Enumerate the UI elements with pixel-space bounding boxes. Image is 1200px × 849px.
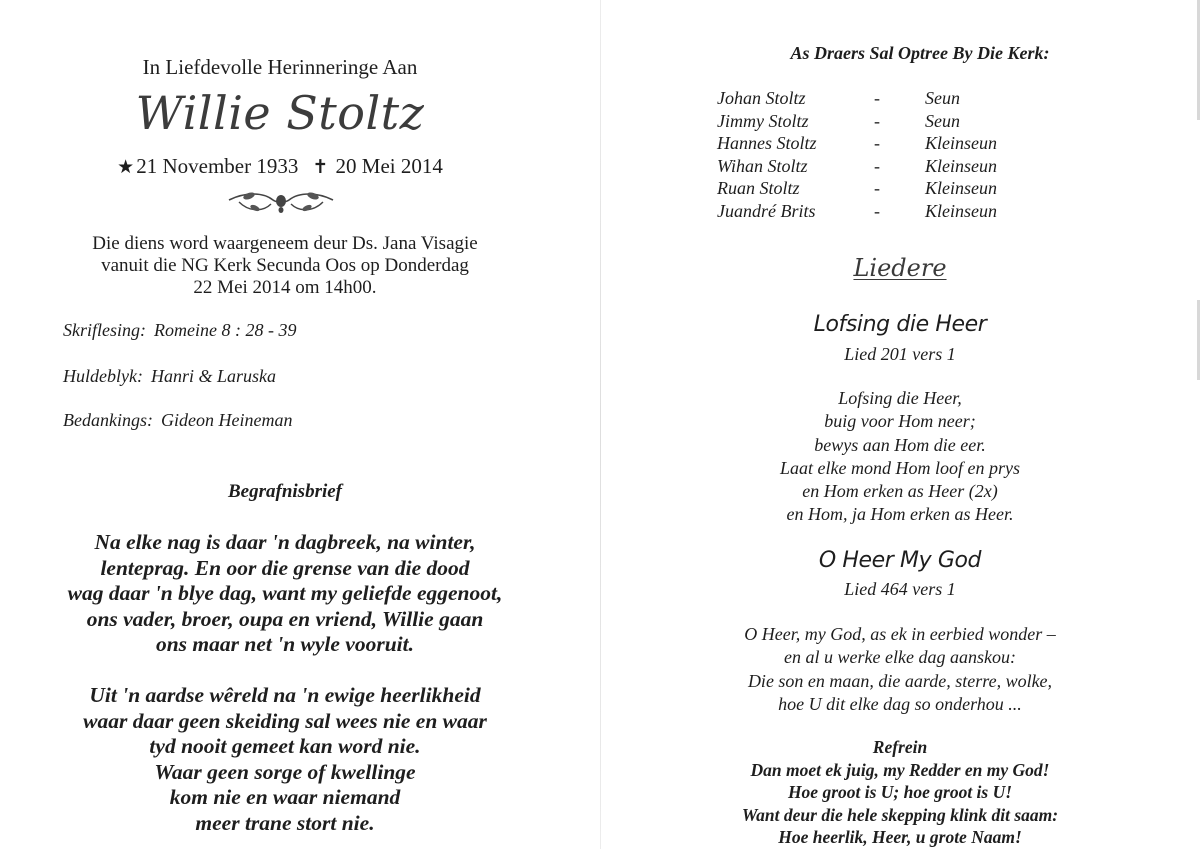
bearer-name: Jimmy Stoltz xyxy=(717,110,809,131)
program-label: Bedankings: xyxy=(63,410,153,430)
memorial-intro: In Liefdevolle Herinneringe Aan xyxy=(142,55,418,79)
bearers-list xyxy=(717,88,1047,223)
letter-line: wag daar 'n blye dag, want my geliefde eggenoot, xyxy=(67,581,503,605)
program-label: Skriflesing: xyxy=(63,320,146,340)
bearer-dash: - xyxy=(874,88,880,108)
verse-line: hoe U dit elke dag so onderhou ... xyxy=(778,693,1022,714)
program-label: Huldeblyk: xyxy=(63,366,143,386)
begrafnisbrief-title: Begrafnisbrief xyxy=(228,481,342,502)
letter-line: Uit 'n aardse wêreld na 'n ewige heerlikheid xyxy=(89,683,481,707)
bearer-row xyxy=(717,133,1047,156)
verse-line: Laat elke mond Hom loof en prys xyxy=(780,457,1020,478)
bearer-relation: Seun xyxy=(925,110,960,131)
service-line: 22 Mei 2014 om 14h00. xyxy=(193,277,377,298)
refrain-title: Refrein xyxy=(872,737,928,757)
death-date: 20 Mei 2014 xyxy=(335,154,443,178)
verse-line: Die son en maan, die aarde, sterre, wolke, xyxy=(747,670,1053,691)
program-huldeblyk xyxy=(63,366,276,387)
bearer-dash: - xyxy=(874,200,880,221)
bearer-dash: - xyxy=(874,155,880,176)
letter-line: Waar geen sorge of kwellinge xyxy=(154,759,416,784)
service-details xyxy=(60,233,510,299)
program-bedankings xyxy=(63,410,292,431)
bearer-dash: - xyxy=(874,110,880,131)
deceased-name: Willie Stoltz xyxy=(135,86,425,140)
bearer-relation: Seun xyxy=(925,88,960,108)
bearer-name: Wihan Stoltz xyxy=(717,155,808,176)
hymn-2-refrain xyxy=(640,736,1160,849)
right-page xyxy=(600,0,1200,849)
bearer-dash: - xyxy=(874,133,880,153)
letter-line: meer trane stort nie. xyxy=(195,810,375,835)
bearer-relation: Kleinseun xyxy=(925,178,997,198)
program-value: Romeine 8 : 28 - 39 xyxy=(154,320,297,340)
verse-line: en Hom erken as Heer (2x) xyxy=(802,481,998,502)
begrafnisbrief-paragraph-1 xyxy=(30,530,540,658)
verse-line: buig voor Hom neer; xyxy=(824,411,976,432)
hymn-2-title: O Heer My God xyxy=(818,548,982,573)
letter-line: lenteprag. En oor die grense van die dood xyxy=(100,555,470,580)
bearer-row xyxy=(717,201,1047,224)
hymn-1-title: Lofsing die Heer xyxy=(813,312,987,337)
verse-line: O Heer, my God, as ek in eerbied wonder – xyxy=(744,624,1056,644)
bearer-row xyxy=(717,111,1047,134)
verse-line: bewys aan Hom die eer. xyxy=(814,434,986,455)
refrain-line: Hoe groot is U; hoe groot is U! xyxy=(787,782,1013,802)
refrain-line: Want deur die hele skepping klink dit saam: xyxy=(741,804,1059,825)
cross-icon: ✝ xyxy=(312,157,329,178)
life-dates xyxy=(60,154,500,179)
hymn-1-verse xyxy=(660,387,1140,527)
birth-date: 21 November 1933 xyxy=(136,154,299,178)
letter-line: waar daar geen skeiding sal wees nie en waar xyxy=(83,708,487,733)
program-value: Hanri & Laruska xyxy=(150,366,276,386)
verse-line: en Hom, ja Hom erken as Heer. xyxy=(786,504,1014,525)
bearer-name: Ruan Stoltz xyxy=(717,178,800,198)
bearers-title: As Draers Sal Optree By Die Kerk: xyxy=(790,43,1050,63)
begrafnisbrief-paragraph-2 xyxy=(30,683,540,836)
letter-line: kom nie en waar niemand xyxy=(169,785,401,809)
bearer-relation: Kleinseun xyxy=(925,133,997,153)
program-skriflesing xyxy=(63,320,296,341)
service-line: vanuit die NG Kerk Secunda Oos op Donderdag xyxy=(101,255,469,276)
ornament-flourish-icon xyxy=(225,186,337,216)
bearer-name: Hannes Stoltz xyxy=(717,133,817,153)
letter-line: Na elke nag is daar 'n dagbreek, na winter, xyxy=(94,530,476,554)
program-value: Gideon Heineman xyxy=(160,410,293,430)
bearer-relation: Kleinseun xyxy=(925,200,997,221)
hymn-2-verse xyxy=(660,623,1140,716)
bearer-row xyxy=(717,156,1047,179)
bearer-name: Johan Stoltz xyxy=(717,88,806,108)
refrain-line: Hoe heerlik, Heer, u grote Naam! xyxy=(778,827,1022,847)
service-line: Die diens word waargeneem deur Ds. Jana Visagie xyxy=(92,233,478,254)
star-icon: ★ xyxy=(117,157,135,178)
letter-line: tyd nooit gemeet kan word nie. xyxy=(149,734,421,758)
liedere-title: Liedere xyxy=(853,254,947,282)
refrain-line: Dan moet ek juig, my Redder en my God! xyxy=(750,759,1050,780)
hymn-2-reference: Lied 464 vers 1 xyxy=(844,579,956,599)
bearer-name: Juandré Brits xyxy=(717,200,816,221)
verse-line: en al u werke elke dag aanskou: xyxy=(784,647,1016,668)
bearer-row xyxy=(717,178,1047,201)
letter-line: ons vader, broer, oupa en vriend, Willie gaan xyxy=(86,606,484,631)
verse-line: Lofsing die Heer, xyxy=(838,388,962,408)
bearer-row xyxy=(717,88,1047,111)
bearer-dash: - xyxy=(874,178,880,198)
letter-line: ons maar net 'n wyle vooruit. xyxy=(155,632,415,656)
bearer-relation: Kleinseun xyxy=(925,155,997,176)
hymn-1-reference: Lied 201 vers 1 xyxy=(844,344,956,364)
